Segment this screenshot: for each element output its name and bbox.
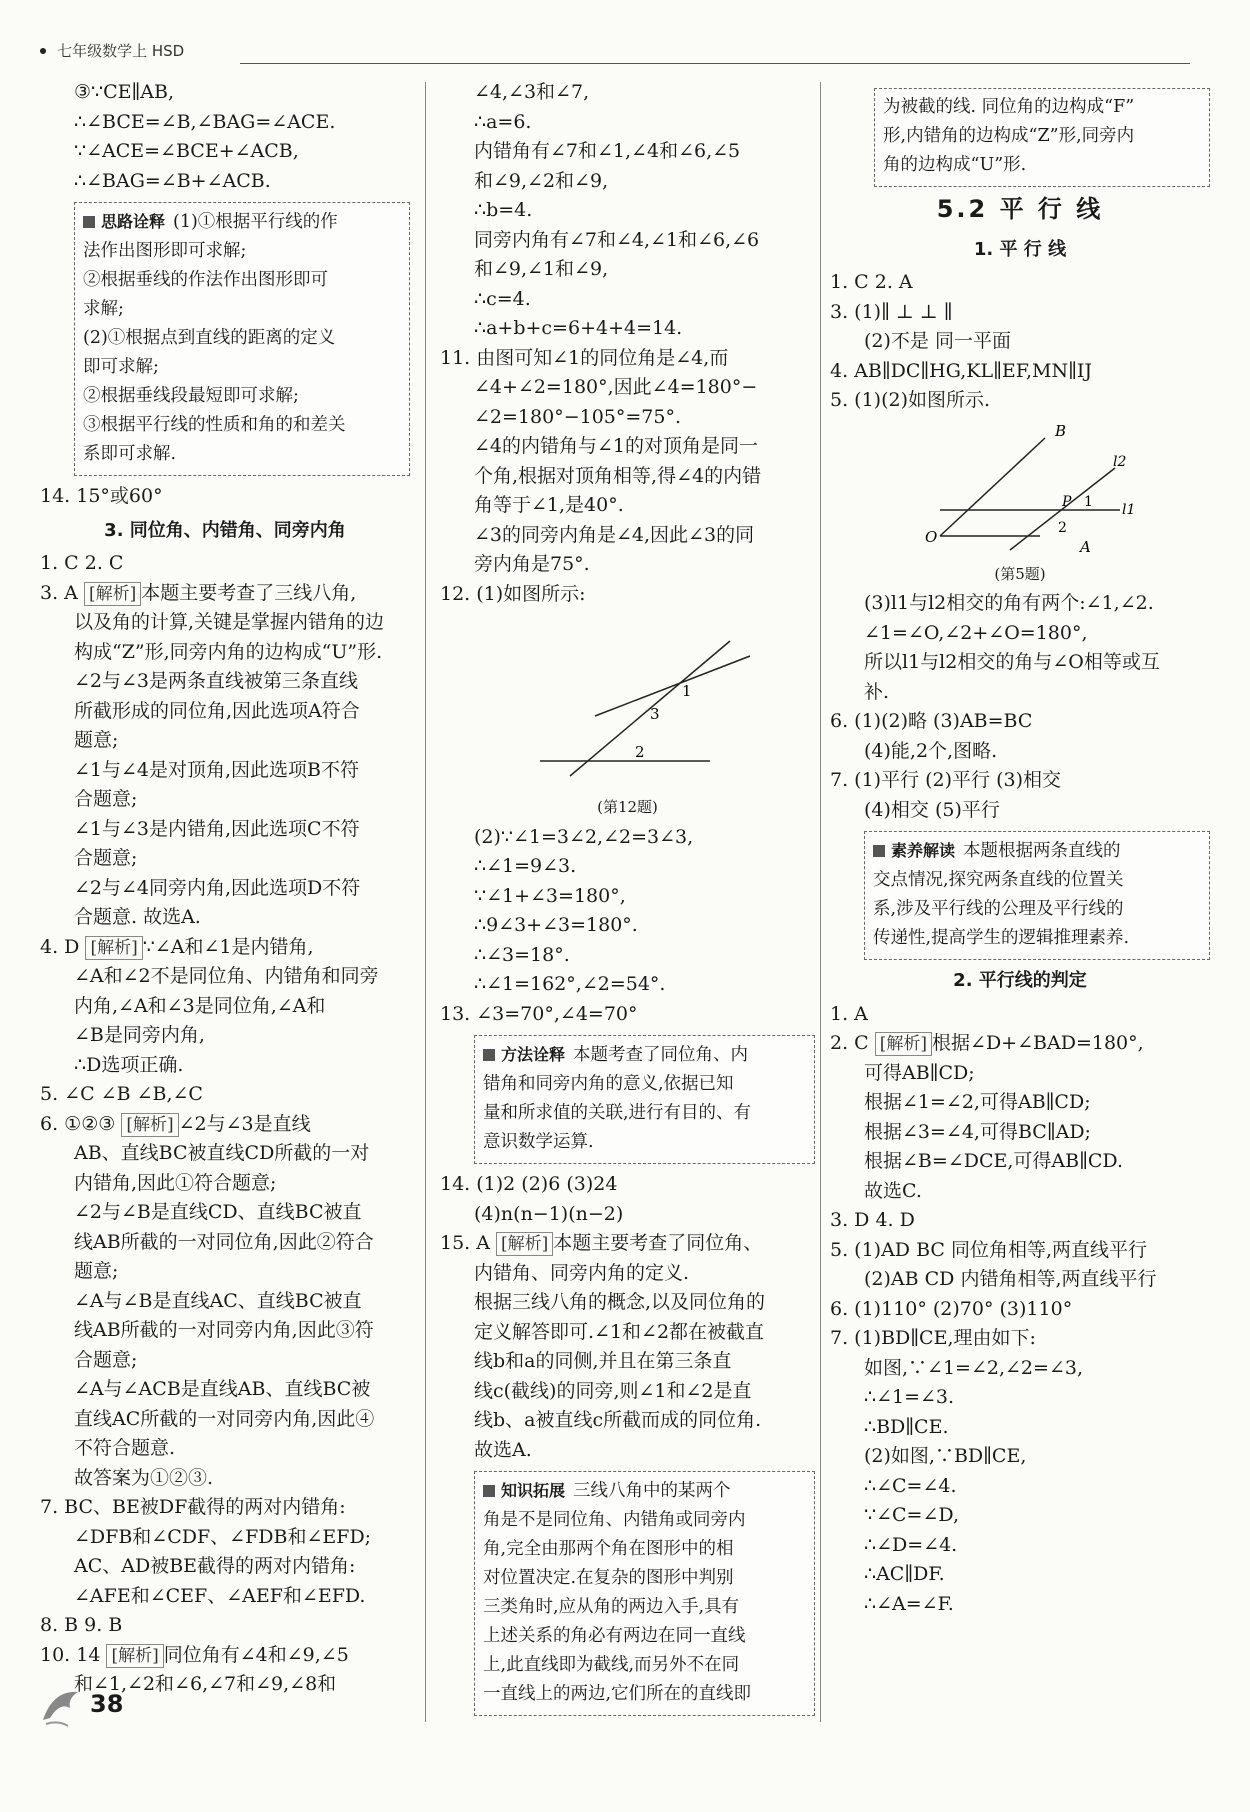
text-line: 同旁内角有∠7和∠4,∠1和∠6,∠6 bbox=[474, 228, 760, 251]
answer-head: 10. 14 bbox=[40, 1643, 101, 1666]
analysis-tag: [解析] bbox=[496, 1232, 553, 1256]
text-line: ∠1=∠O,∠2+∠O=180°, bbox=[864, 621, 1088, 644]
text-line: (1)①根据平行线的作 bbox=[173, 212, 338, 232]
bullet-icon bbox=[40, 48, 46, 54]
text-line: ∴∠C=∠4. bbox=[864, 1474, 957, 1497]
page-number: 38 bbox=[90, 1690, 124, 1718]
answer-8-9: 8. B 9. B bbox=[40, 1614, 123, 1636]
answer-1-2: 1. C 2. C bbox=[40, 552, 124, 574]
text-line: ∴∠1=∠3. bbox=[864, 1386, 955, 1408]
text-line: 形,内错角的边构成“Z”形,同旁内 bbox=[883, 126, 1135, 146]
text-line: ∠2与∠3是两条直线被第三条直线 bbox=[74, 670, 359, 692]
text-line: 根据∠3=∠4,可得BC∥AD; bbox=[864, 1120, 1091, 1143]
text-line: ∠AFE和∠CEF、∠AEF和∠EFD. bbox=[74, 1584, 366, 1607]
text-line: 3. D 4. D bbox=[830, 1209, 915, 1231]
text-line: 系即可求解. bbox=[83, 444, 177, 464]
text-line: ∠3的同旁内角是∠4,因此∠3的同 bbox=[474, 523, 755, 546]
answer-10 bbox=[40, 1641, 410, 1671]
tip-tag: 素养解读 bbox=[873, 836, 955, 865]
tip-box-continued bbox=[874, 88, 1210, 187]
line-ob bbox=[940, 438, 1045, 536]
text-line: ∠A与∠B是直线AC、直线BC被直 bbox=[74, 1289, 362, 1312]
label-A: A bbox=[1080, 537, 1091, 556]
label-2: 2 bbox=[635, 743, 645, 761]
analysis-tag: [解析] bbox=[85, 936, 142, 960]
text-line: 线b和a的同侧,并且在第三条直 bbox=[474, 1350, 732, 1372]
text-line: 线AB所截的一对同旁内角,因此③符 bbox=[74, 1319, 374, 1341]
text-line: 量和所求值的关联,进行有目的、有 bbox=[483, 1103, 752, 1123]
text-line: AB、直线BC被直线CD所截的一对 bbox=[74, 1142, 370, 1164]
label-3: 3 bbox=[650, 705, 660, 723]
answer-12: 12. (1)如图所示: bbox=[440, 582, 586, 605]
tip-tag: 思路诠释 bbox=[83, 207, 165, 236]
text-line: 所截形成的同位角,因此选项A符合 bbox=[74, 699, 360, 722]
answer-14: 14. 15°或60° bbox=[40, 485, 163, 507]
label-l1: l1 bbox=[1122, 501, 1136, 518]
text-line: 题意; bbox=[74, 729, 119, 751]
text-line: (2)∵∠1=3∠2,∠2=3∠3, bbox=[474, 825, 694, 848]
text-line: 根据∠D+∠BAD=180°, bbox=[932, 1032, 1144, 1054]
text-line: ∴∠1=162°,∠2=54°. bbox=[474, 973, 666, 995]
text-line: 3. (1)∥ ⊥ ⊥ ∥ bbox=[830, 300, 953, 323]
tip-box-siluquanshi bbox=[74, 202, 410, 476]
text-line: 角等于∠1,是40°. bbox=[474, 494, 624, 516]
text-line: (4)能,2个,图略. bbox=[864, 739, 998, 762]
answer-11: 11. 由图可知∠1的同位角是∠4,而 bbox=[440, 346, 729, 369]
text-line: ∴∠3=18°. bbox=[474, 943, 570, 966]
text-line: ②根据垂线段最短即可求解; bbox=[83, 386, 299, 406]
text-line: 7. (1)BD∥CE,理由如下: bbox=[830, 1327, 1036, 1349]
text-line: 6. (1)110° (2)70° (3)110° bbox=[830, 1297, 1073, 1320]
section-title: 1. 平 行 线 bbox=[973, 238, 1067, 260]
text-line: 7. (1)平行 (2)平行 (3)相交 bbox=[830, 769, 1061, 791]
text-line: ∠1与∠4是对顶角,因此选项B不符 bbox=[74, 758, 360, 781]
text-line: ∠2与∠3是直线 bbox=[178, 1112, 311, 1135]
text-line: ∠2与∠B是直线CD、直线BC被直 bbox=[74, 1201, 362, 1223]
text-line: ③根据平行线的性质和角的和差关 bbox=[83, 415, 346, 435]
text-line: 故答案为①②③. bbox=[74, 1466, 214, 1489]
answer-15 bbox=[440, 1229, 815, 1259]
text-line: 本题考查了同位角、内 bbox=[573, 1045, 749, 1065]
text-line: 线AB所截的一对同位角,因此②符合 bbox=[74, 1230, 374, 1253]
text-line: ∠4+∠2=180°,因此∠4=180°− bbox=[474, 376, 758, 398]
figure-5-caption: (第5题) bbox=[994, 564, 1046, 583]
text-line: 内错角,因此①符合题意; bbox=[74, 1171, 277, 1194]
text-line: ∠A和∠2不是同位角、内错角和同旁 bbox=[74, 965, 379, 987]
proof-block bbox=[40, 78, 410, 196]
text-line: 旁内角是75°. bbox=[474, 553, 590, 575]
tip-tag: 方法诠释 bbox=[483, 1040, 565, 1069]
text-line: 角,完全由那两个角在图形中的相 bbox=[483, 1539, 734, 1559]
text-line: ∴a=6. bbox=[474, 110, 532, 133]
text-line: 根据∠1=∠2,可得AB∥CD; bbox=[864, 1091, 1091, 1113]
text-line: ∴∠A=∠F. bbox=[864, 1592, 954, 1615]
answer-head: 6. ①②③ bbox=[40, 1112, 116, 1135]
figure-12 bbox=[440, 611, 815, 791]
text-line: 本题主要考查了三线八角, bbox=[141, 581, 357, 604]
text-line: ∴a+b+c=6+4+4=14. bbox=[474, 317, 683, 339]
text-line: 上述关系的角必有两边在同一直线 bbox=[483, 1626, 746, 1646]
text-line: 内角,∠A和∠3是同位角,∠A和 bbox=[74, 994, 326, 1017]
text-line: 一直线上的两边,它们所在的直线即 bbox=[483, 1684, 752, 1704]
tip-box-fangfaquanshi bbox=[474, 1035, 815, 1164]
column-3 bbox=[830, 78, 1210, 1619]
text-line: 角是不是同位角、内错角或同旁内 bbox=[483, 1510, 746, 1530]
text-line: 可得AB∥CD; bbox=[864, 1061, 975, 1084]
section-title: 2. 平行线的判定 bbox=[953, 970, 1087, 991]
text-line: 以及角的计算,关键是掌握内错角的边 bbox=[74, 611, 385, 633]
text-line: ∵∠ACE=∠BCE+∠ACB, bbox=[74, 140, 299, 162]
label-O: O bbox=[925, 527, 938, 546]
text-line: 定义解答即可.∠1和∠2都在被截直 bbox=[474, 1320, 765, 1343]
text-line: 本题主要考查了同位角、 bbox=[553, 1232, 763, 1254]
text-line: 法作出图形即可求解; bbox=[83, 241, 247, 261]
text-line: 根据三线八角的概念,以及同位角的 bbox=[474, 1291, 766, 1313]
text-line: ∴∠D=∠4. bbox=[864, 1533, 958, 1556]
text-line: 合题意; bbox=[74, 847, 138, 869]
text-line: 题意; bbox=[74, 1260, 119, 1282]
text-line: ∠1与∠3是内错角,因此选项C不符 bbox=[74, 817, 360, 840]
answer-head: 15. A bbox=[440, 1232, 490, 1254]
answer-head: 2. C bbox=[830, 1032, 869, 1054]
text-line: 本题根据两条直线的 bbox=[963, 841, 1121, 861]
text-line: (2)AB CD 内错角相等,两直线平行 bbox=[864, 1268, 1157, 1290]
label-2: 2 bbox=[1058, 519, 1067, 536]
text-line: 三类角时,应从角的两边入手,具有 bbox=[483, 1597, 740, 1617]
text-line: 传递性,提高学生的逻辑推理素养. bbox=[873, 928, 1130, 948]
text-line: ∴9∠3+∠3=180°. bbox=[474, 914, 638, 936]
text-line: ③∵CE∥AB, bbox=[74, 81, 175, 103]
text-line: ∴c=4. bbox=[474, 287, 531, 310]
text-line: 交点情况,探究两条直线的位置关 bbox=[873, 870, 1124, 890]
text-line: ∴∠BCE=∠B,∠BAG=∠ACE. bbox=[74, 110, 336, 133]
text-line: 即可求解; bbox=[83, 357, 159, 377]
text-line: 求解; bbox=[83, 299, 124, 319]
figure-5 bbox=[830, 418, 1210, 558]
text-line: 所以l1与l2相交的角与∠O相等或互 bbox=[864, 651, 1160, 673]
analysis-tag: [解析] bbox=[84, 582, 141, 606]
page-header bbox=[40, 40, 1190, 66]
text-line: ∴b=4. bbox=[474, 199, 533, 221]
tip-tag: 知识拓展 bbox=[483, 1476, 565, 1505]
column-divider bbox=[425, 82, 426, 1722]
figure-12-diagram bbox=[440, 611, 800, 791]
text-line: 1. C 2. A bbox=[830, 271, 913, 293]
dolphin-logo-icon bbox=[38, 1680, 88, 1730]
text-line: 构成“Z”形,同旁内角的边构成“U”形. bbox=[74, 640, 383, 663]
text-line: 5. (1)AD BC 同位角相等,两直线平行 bbox=[830, 1238, 1148, 1261]
text-line: AC、AD被BE截得的两对内错角: bbox=[74, 1555, 356, 1577]
label-1: 1 bbox=[682, 682, 692, 700]
text-line: ∴D选项正确. bbox=[74, 1053, 184, 1076]
label-1: 1 bbox=[1084, 493, 1093, 510]
text-line: 内错角有∠7和∠1,∠4和∠6,∠5 bbox=[474, 140, 741, 162]
text-line: ②根据垂线的作法作出图形即可 bbox=[83, 270, 328, 290]
text-line: ∴∠1=9∠3. bbox=[474, 855, 577, 877]
text-line: 故选C. bbox=[864, 1179, 922, 1202]
text-line: 为被截的线. 同位角的边构成“F” bbox=[883, 97, 1135, 117]
text-line: ∴BD∥CE. bbox=[864, 1415, 949, 1438]
label-B: B bbox=[1055, 421, 1067, 440]
text-line: 同位角有∠4和∠9,∠5 bbox=[163, 1643, 349, 1666]
text-line: ∠B是同旁内角, bbox=[74, 1024, 205, 1046]
text-line: 如图,∵∠1=∠2,∠2=∠3, bbox=[864, 1356, 1083, 1379]
line-third bbox=[595, 656, 750, 716]
label-P: P bbox=[1062, 493, 1072, 510]
answer-head: 3. A bbox=[40, 581, 78, 604]
header-rule bbox=[240, 63, 1190, 64]
answer-4 bbox=[40, 933, 410, 963]
answer-13: 13. ∠3=70°,∠4=70° bbox=[440, 1002, 638, 1025]
text-line: ∴AC∥DF. bbox=[864, 1563, 945, 1585]
label-l2: l2 bbox=[1113, 453, 1127, 470]
text-line: ∠4,∠3和∠7, bbox=[474, 81, 590, 103]
text-line: 上,此直线即为截线,而另外不在同 bbox=[483, 1655, 740, 1675]
chapter-title: 5.2 平 行 线 bbox=[936, 195, 1104, 223]
text-line: ∵∠A和∠1是内错角, bbox=[142, 935, 314, 958]
text-line: 意识数学运算. bbox=[483, 1132, 594, 1152]
answer-5: 5. ∠C ∠B ∠B,∠C bbox=[40, 1083, 203, 1105]
text-line: ∠A与∠ACB是直线AB、直线BC被 bbox=[74, 1378, 371, 1400]
text-line: ∠4的内错角与∠1的对顶角是同一 bbox=[474, 435, 759, 457]
text-line: 5. (1)(2)如图所示. bbox=[830, 389, 991, 411]
text-line: (2)不是 同一平面 bbox=[864, 330, 1011, 352]
text-line: (3)l1与l2相交的角有两个:∠1,∠2. bbox=[864, 592, 1154, 614]
text-line: 合题意; bbox=[74, 788, 138, 810]
text-line: 三线八角中的某两个 bbox=[573, 1481, 731, 1501]
text-line: ∠DFB和∠CDF、∠FDB和∠EFD; bbox=[74, 1525, 372, 1548]
text-line: ∵∠1+∠3=180°, bbox=[474, 884, 626, 907]
text-line: 和∠1,∠2和∠6,∠7和∠9,∠8和 bbox=[74, 1673, 337, 1695]
analysis-tag: [解析] bbox=[106, 1644, 163, 1668]
text-line: 线b、a被直线c所截而成的同位角. bbox=[474, 1409, 762, 1431]
answer-2 bbox=[830, 1029, 1210, 1059]
text-line: ∴∠BAG=∠B+∠ACB. bbox=[74, 169, 271, 192]
tip-box-zhishituozhan bbox=[474, 1471, 815, 1716]
answer-3 bbox=[40, 579, 410, 609]
section-title: 3. 同位角、内错角、同旁内角 bbox=[104, 519, 346, 541]
text-line: 直线AC所截的一对同旁内角,因此④ bbox=[74, 1407, 375, 1430]
column-1 bbox=[40, 78, 410, 1700]
text-line: 对位置决定.在复杂的图形中判别 bbox=[483, 1568, 734, 1588]
text-line: 错角和同旁内角的意义,依据已知 bbox=[483, 1074, 734, 1094]
text-line: 线c(截线)的同旁,则∠1和∠2是直 bbox=[474, 1379, 752, 1402]
analysis-tag: [解析] bbox=[875, 1032, 932, 1056]
answer-14: 14. (1)2 (2)6 (3)24 bbox=[440, 1173, 618, 1195]
answer-1: 1. A bbox=[830, 1002, 868, 1025]
answer-head: 4. D bbox=[40, 935, 80, 958]
text-line: ∠2=180°−105°=75°. bbox=[474, 405, 682, 428]
text-line: 不符合题意. bbox=[74, 1437, 176, 1459]
text-line: (4)相交 (5)平行 bbox=[864, 798, 1000, 821]
answer-7: 7. BC、BE被DF截得的两对内错角: bbox=[40, 1496, 346, 1518]
text-line: 个角,根据对顶角相等,得∠4的内错 bbox=[474, 464, 762, 487]
text-line: 和∠9,∠2和∠9, bbox=[474, 169, 609, 192]
text-line: (2)①根据点到直线的距离的定义 bbox=[83, 328, 336, 348]
text-line: 根据∠B=∠DCE,可得AB∥CD. bbox=[864, 1150, 1123, 1172]
figure-12-caption: (第12题) bbox=[597, 798, 658, 816]
column-2 bbox=[440, 78, 815, 1722]
text-line: ∠2与∠4同旁内角,因此选项D不符 bbox=[74, 876, 361, 899]
text-line: (2)如图,∵BD∥CE, bbox=[864, 1445, 1027, 1467]
text-line: 6. (1)(2)略 (3)AB=BC bbox=[830, 710, 1033, 732]
answer-6 bbox=[40, 1110, 410, 1140]
text-line: 故选A. bbox=[474, 1438, 532, 1461]
text-line: 角的边构成“U”形. bbox=[883, 155, 1027, 175]
tip-box-suyangjiedu bbox=[864, 831, 1210, 960]
text-line: 合题意; bbox=[74, 1348, 138, 1371]
column-divider bbox=[820, 82, 821, 1722]
figure-5-diagram bbox=[830, 418, 1200, 558]
text-line: 内错角、同旁内角的定义. bbox=[474, 1261, 690, 1284]
text-line: 和∠9,∠1和∠9, bbox=[474, 258, 609, 280]
analysis-tag: [解析] bbox=[121, 1113, 178, 1137]
text-line: 补. bbox=[864, 680, 890, 703]
text-line: (4)n(n−1)(n−2) bbox=[474, 1202, 624, 1225]
text-line: ∵∠C=∠D, bbox=[864, 1504, 959, 1526]
text-line: 系,涉及平行线的公理及平行线的 bbox=[873, 899, 1124, 919]
text-line: 合题意. 故选A. bbox=[74, 906, 201, 928]
book-title: 七年级数学上 HSD bbox=[57, 42, 185, 60]
text-line: 4. AB∥DC∥HG,KL∥EF,MN∥IJ bbox=[830, 359, 1092, 382]
